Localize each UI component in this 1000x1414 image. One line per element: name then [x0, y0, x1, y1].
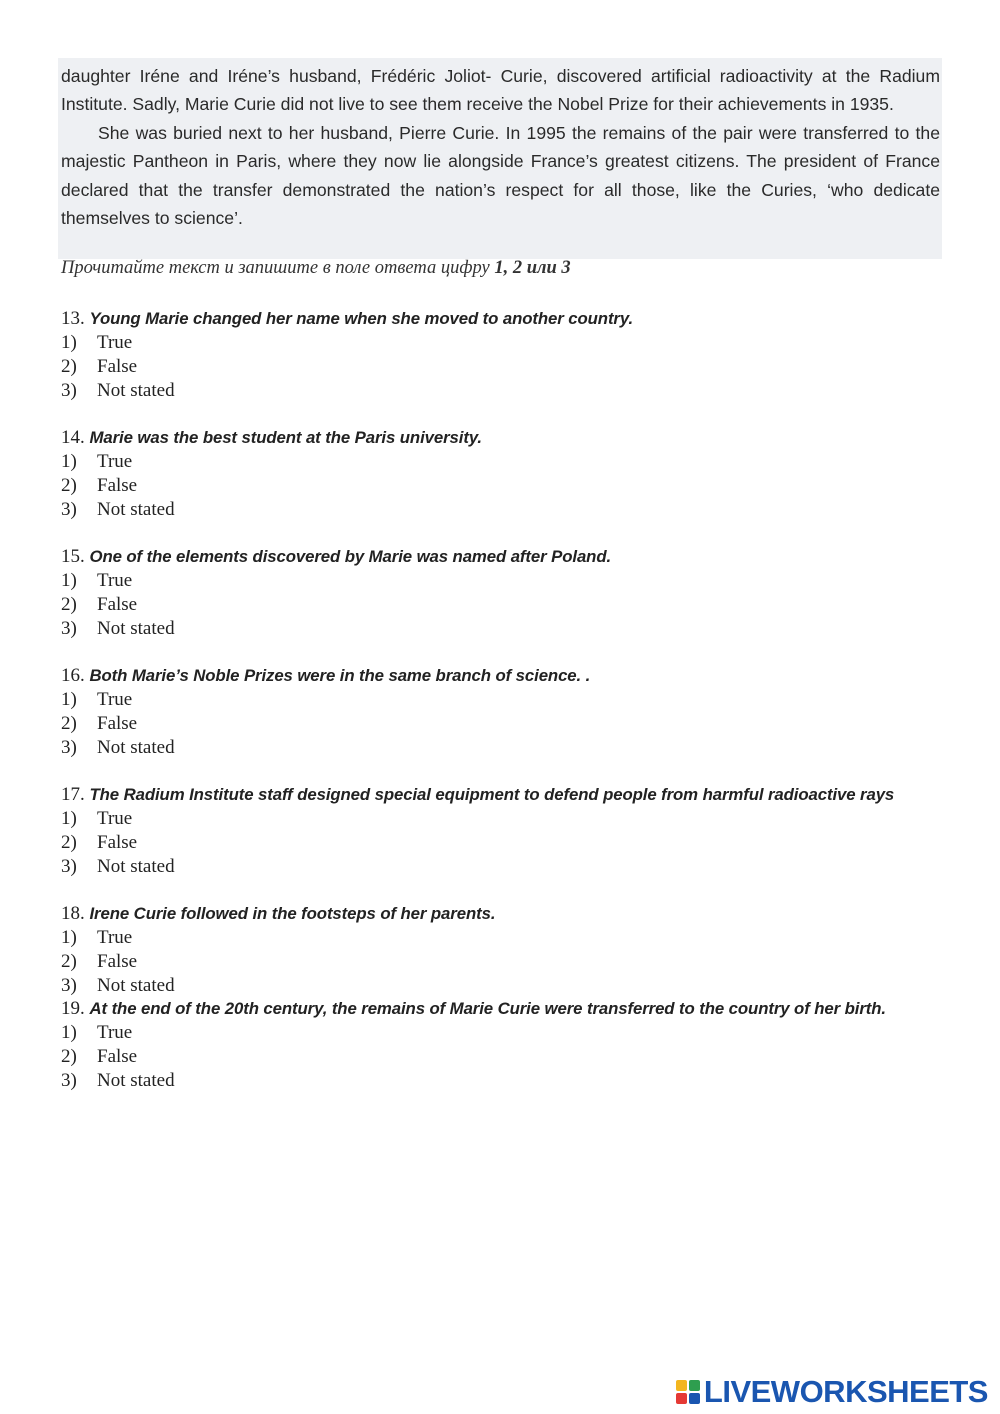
- option-label: True: [97, 570, 133, 591]
- option-label: True: [97, 689, 133, 710]
- question-16: [61, 664, 961, 759]
- liveworksheets-logo[interactable]: [676, 1374, 988, 1410]
- option-number: 1): [61, 570, 77, 591]
- option-label: Not stated: [97, 736, 175, 758]
- option-label: Not stated: [97, 855, 175, 877]
- logo-block: [689, 1380, 700, 1391]
- option-label: Not stated: [97, 974, 175, 996]
- logo-block: [676, 1380, 687, 1391]
- option-number: 3): [61, 974, 77, 996]
- option-label: False: [97, 593, 138, 615]
- question-13: [61, 307, 961, 402]
- option-number: 2): [61, 831, 77, 853]
- question-text: At the end of the 20th century, the remains of Marie Curie were transferred to the country of her birth.: [89, 999, 886, 1018]
- option-number: 2): [61, 474, 77, 496]
- option-label: Not stated: [97, 498, 175, 520]
- option-number: 3): [61, 736, 77, 758]
- option-number: 3): [61, 855, 77, 877]
- option-not-stated[interactable]: [61, 736, 961, 760]
- option-label: False: [97, 712, 138, 734]
- question-title: [61, 783, 961, 807]
- option-number: 3): [61, 379, 77, 401]
- option-number: 1): [61, 689, 77, 710]
- option-label: False: [97, 474, 138, 496]
- passage-paragraph-2: She was buried next to her husband, Pierre Curie. In 1995 the remains of the pair were transferred to the majestic Pantheon in Paris, where they now lie alongside France’s greatest citizens. The president of France declared that the transfer demonstrated the nation’s respect for all those, like the Curies, ‘who dedicate themselves to science’.: [61, 122, 940, 229]
- option-label: True: [97, 1022, 133, 1043]
- option-true[interactable]: [61, 1021, 961, 1045]
- instruction-answer-range: 1, 2 или 3: [494, 258, 571, 278]
- reading-passage: [58, 58, 942, 259]
- option-false[interactable]: [61, 474, 961, 498]
- option-false[interactable]: [61, 950, 961, 974]
- question-text: Marie was the best student at the Paris university.: [89, 428, 482, 447]
- option-number: 2): [61, 1045, 77, 1067]
- question-text: The Radium Institute staff designed special equipment to defend people from harmful radioactive rays: [89, 785, 895, 804]
- option-number: 2): [61, 355, 77, 377]
- option-true[interactable]: [61, 331, 961, 355]
- option-not-stated[interactable]: [61, 1069, 961, 1093]
- option-label: True: [97, 808, 133, 829]
- logo-block: [676, 1393, 687, 1404]
- option-true[interactable]: [61, 688, 961, 712]
- option-true[interactable]: [61, 450, 961, 474]
- option-label: False: [97, 1045, 138, 1067]
- option-label: True: [97, 927, 133, 948]
- option-false[interactable]: [61, 1045, 961, 1069]
- option-not-stated[interactable]: [61, 379, 961, 403]
- question-text: Both Marie’s Noble Prizes were in the same branch of science. .: [89, 666, 591, 685]
- option-not-stated[interactable]: [61, 617, 961, 641]
- question-title: [61, 426, 961, 450]
- question-number: 13.: [61, 308, 85, 329]
- option-label: Not stated: [97, 617, 175, 639]
- option-number: 2): [61, 712, 77, 734]
- option-number: 1): [61, 927, 77, 948]
- question-number: 17.: [61, 784, 85, 805]
- option-label: True: [97, 332, 133, 353]
- question-number: 16.: [61, 665, 85, 686]
- question-title: [61, 664, 961, 688]
- option-label: False: [97, 355, 138, 377]
- option-number: 1): [61, 808, 77, 829]
- option-true[interactable]: [61, 807, 961, 831]
- option-not-stated[interactable]: [61, 974, 961, 998]
- logo-text: LIVEWORKSHEETS: [703, 1374, 988, 1409]
- option-label: True: [97, 451, 133, 472]
- option-label: False: [97, 831, 138, 853]
- option-number: 2): [61, 950, 77, 972]
- option-false[interactable]: [61, 593, 961, 617]
- question-title: [61, 545, 961, 569]
- option-false[interactable]: [61, 712, 961, 736]
- question-text: One of the elements discovered by Marie was named after Poland.: [89, 547, 612, 566]
- option-false[interactable]: [61, 831, 961, 855]
- question-number: 14.: [61, 427, 85, 448]
- question-title: [61, 307, 961, 331]
- option-false[interactable]: [61, 355, 961, 379]
- logo-block: [689, 1393, 700, 1404]
- question-15: [61, 545, 961, 640]
- option-number: 1): [61, 332, 77, 353]
- option-number: 2): [61, 593, 77, 615]
- question-number: 18.: [61, 903, 85, 924]
- question-19: [61, 997, 961, 1092]
- question-17: [61, 783, 961, 878]
- option-number: 1): [61, 451, 77, 472]
- option-true[interactable]: [61, 569, 961, 593]
- option-label: False: [97, 950, 138, 972]
- question-18: [61, 902, 961, 997]
- option-number: 3): [61, 498, 77, 520]
- option-label: Not stated: [97, 1069, 175, 1091]
- question-title: [61, 997, 961, 1021]
- question-title: [61, 902, 961, 926]
- option-number: 3): [61, 617, 77, 639]
- question-text: Irene Curie followed in the footsteps of her parents.: [89, 904, 496, 923]
- question-14: [61, 426, 961, 521]
- option-number: 1): [61, 1022, 77, 1043]
- question-text: Young Marie changed her name when she moved to another country.: [89, 309, 634, 328]
- instruction: [61, 258, 571, 279]
- question-number: 15.: [61, 546, 85, 567]
- option-true[interactable]: [61, 926, 961, 950]
- logo-blocks-icon: [676, 1380, 700, 1404]
- option-number: 3): [61, 1069, 77, 1091]
- option-not-stated[interactable]: [61, 498, 961, 522]
- instruction-text: Прочитайте текст и запишите в поле ответа цифру: [61, 258, 495, 278]
- passage-paragraph-1: daughter Iréne and Iréne’s husband, Frédéric Joliot- Curie, discovered artificial radioactivity at the Radium Institute. Sadly, Marie Curie did not live to see them receive the Nobel Prize for their achievements in 1935.: [61, 66, 940, 115]
- option-label: Not stated: [97, 379, 175, 401]
- question-number: 19.: [61, 998, 85, 1019]
- option-not-stated[interactable]: [61, 855, 961, 879]
